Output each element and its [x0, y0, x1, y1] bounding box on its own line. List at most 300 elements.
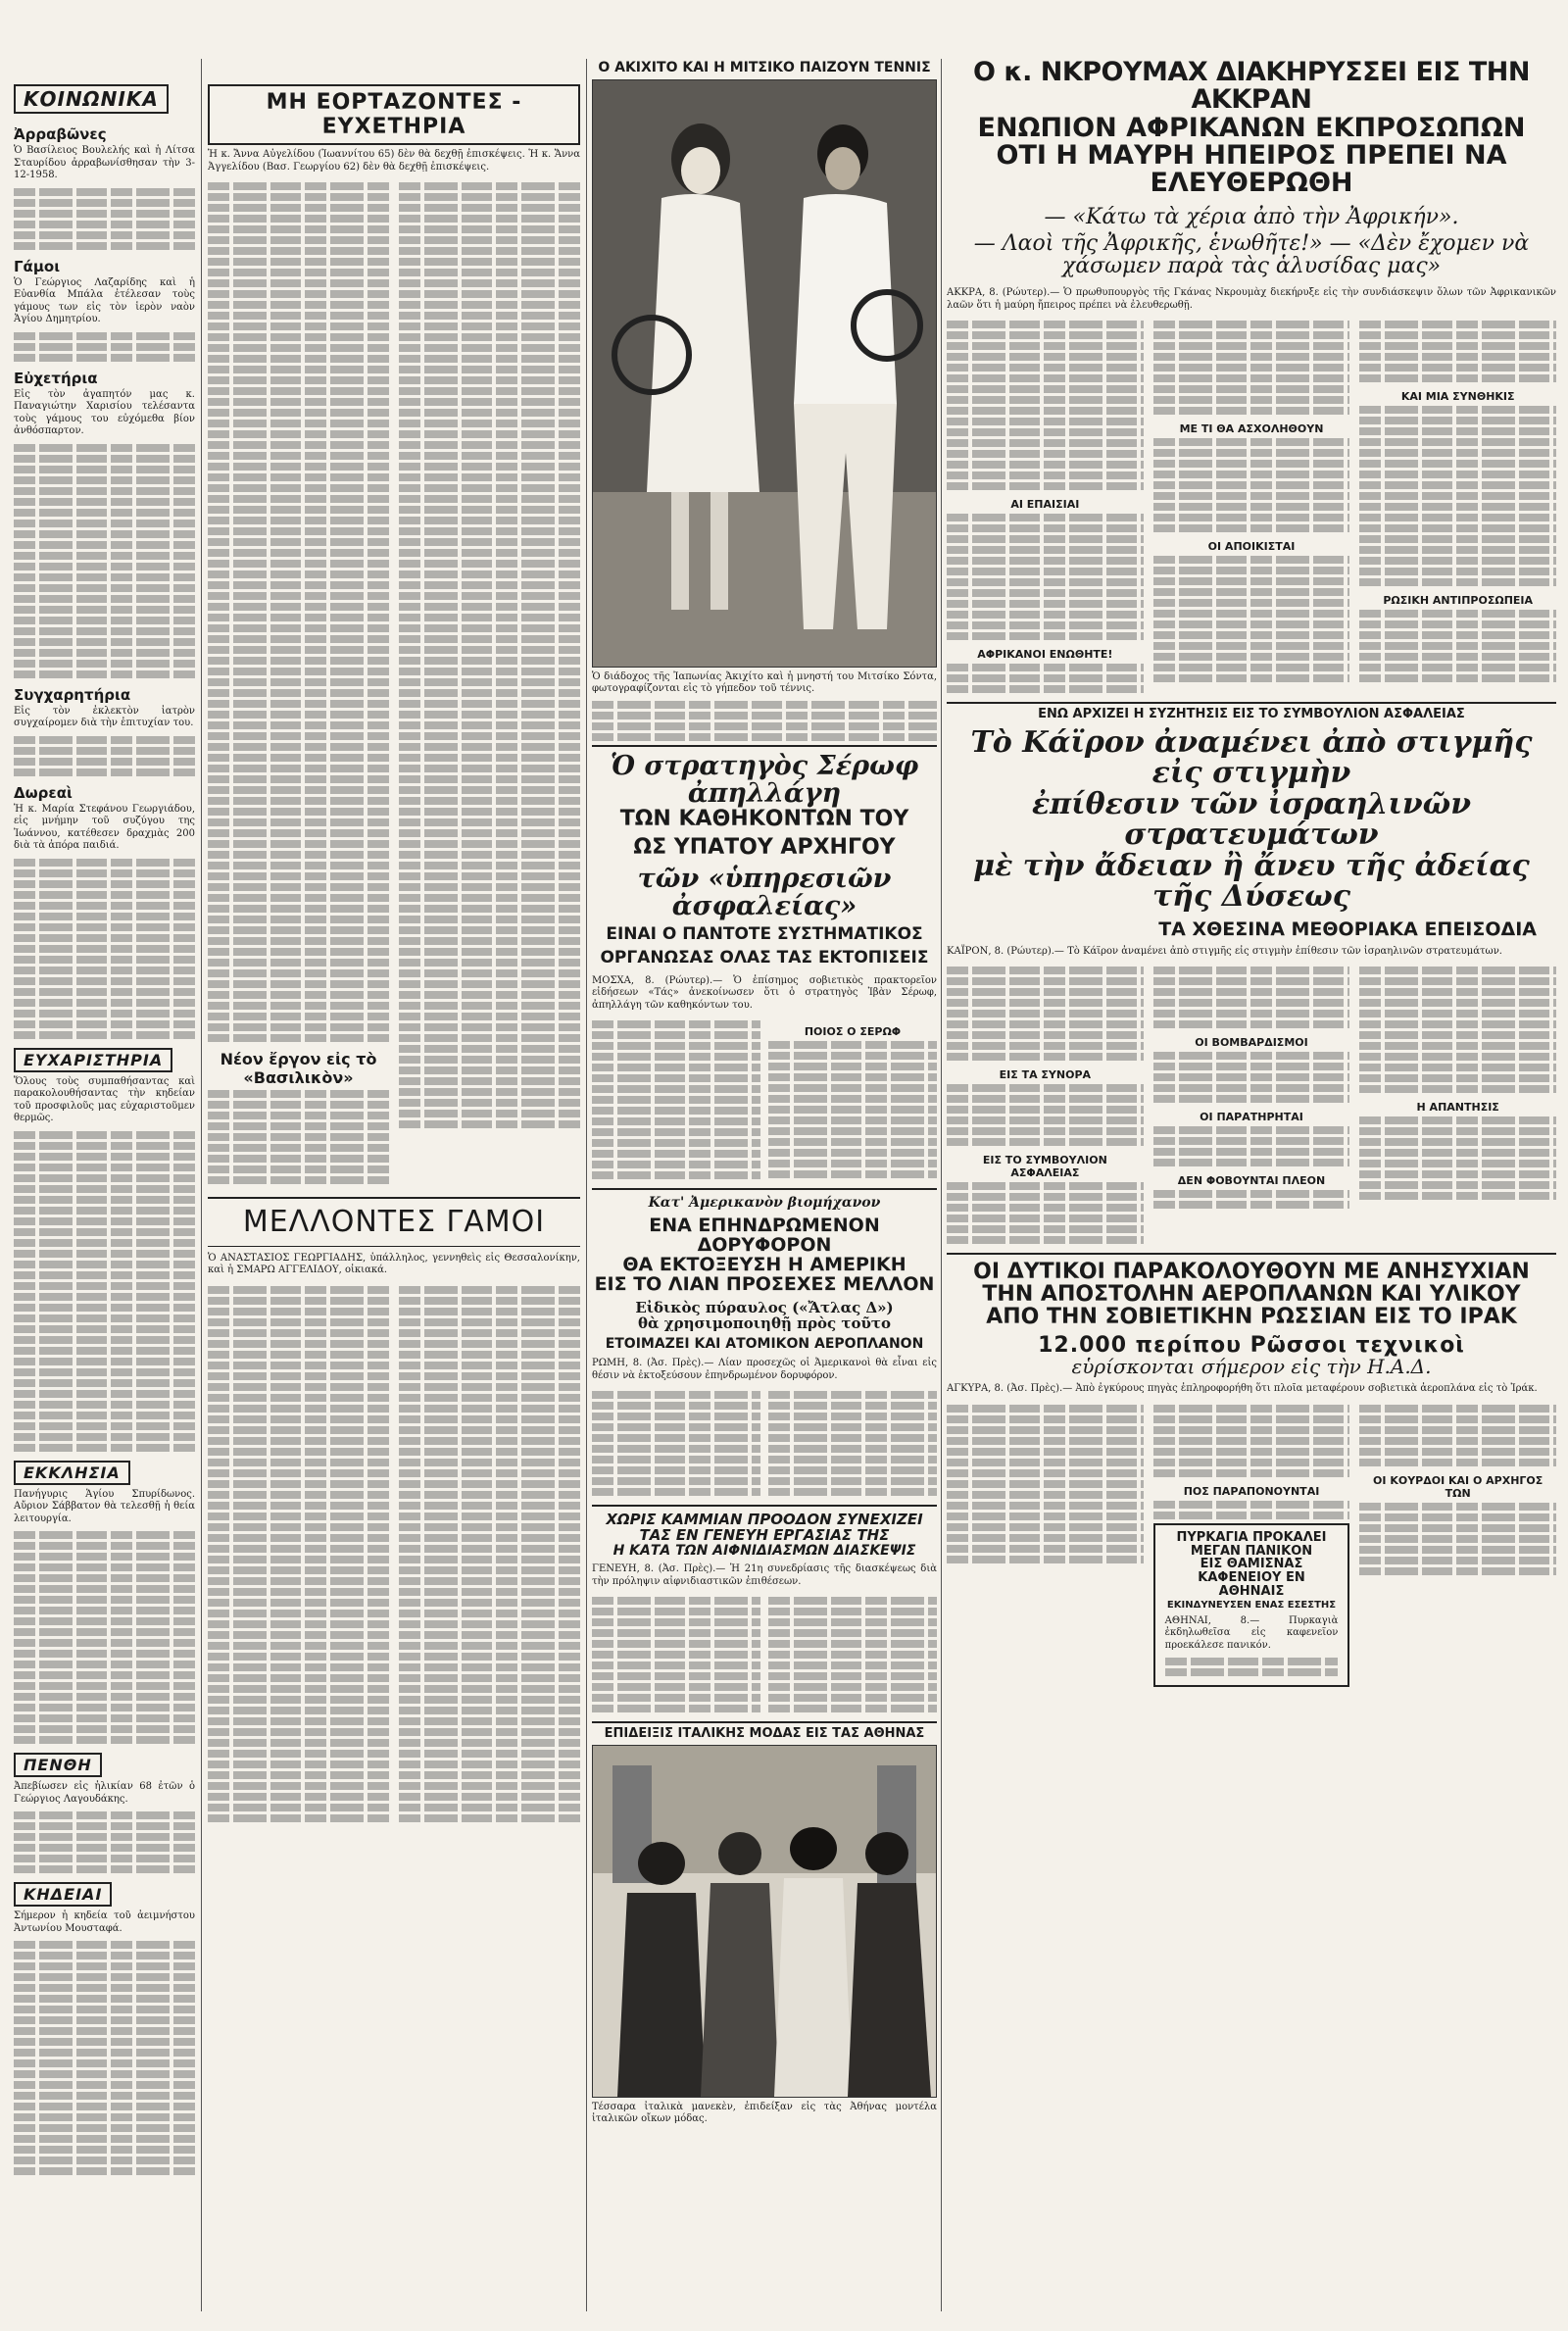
- text-line-filler: [208, 495, 389, 503]
- text-line-filler: [208, 1610, 389, 1617]
- text-line-filler: [399, 829, 580, 837]
- text-line-filler: [399, 225, 580, 233]
- text-line-filler: [1359, 664, 1556, 671]
- text-line-filler: [399, 182, 580, 190]
- text-line-filler: [1153, 556, 1350, 564]
- text-line-filler: [208, 258, 389, 266]
- text-line-filler: [14, 584, 195, 592]
- text-line-filler: [1359, 524, 1556, 532]
- text-line-filler: [592, 1085, 760, 1093]
- text-line-filler: [1359, 1042, 1556, 1050]
- text-line-filler: [14, 859, 195, 867]
- text-line-filler: [399, 1002, 580, 1010]
- nkrumah-sub-1: ΜΕ ΤΙ ΘΑ ΑΣΧΟΛΗΘΟΥΝ: [1179, 422, 1324, 435]
- text-line-filler: [1359, 449, 1556, 457]
- tennis-photo-caption: Ὁ διάδοχος τῆς Ἰαπωνίας Ἀκιχίτο καὶ ἡ μνηστή του Μιτσίκο Σόντα, φωτογραφίζονται εἰς τὸ γήπεδον τοῦ τέννις.: [592, 670, 937, 694]
- text-line-filler: [1153, 1512, 1350, 1519]
- text-line-filler: [399, 193, 580, 201]
- text-line-filler: [399, 980, 580, 988]
- text-line-filler: [399, 991, 580, 999]
- nkrumah-sub-5: ΚΑΙ ΜΙΑ ΣΥΝΘΗΚΙΣ: [1400, 390, 1515, 403]
- fire-text: ΑΘΗΝΑΙ, 8.— Πυρκαγιὰ ἐκδηλωθεῖσα εἰς καφενεῖον προεκάλεσε πανικόν.: [1164, 1614, 1339, 1651]
- text-line-filler: [1153, 999, 1350, 1007]
- text-line-filler: [1153, 1469, 1350, 1477]
- text-line-filler: [768, 1629, 937, 1637]
- text-line-filler: [1153, 342, 1350, 350]
- text-line-filler: [14, 354, 195, 362]
- text-line-filler: [947, 1469, 1144, 1477]
- text-line-filler: [208, 312, 389, 320]
- text-line-filler: [947, 999, 1144, 1007]
- text-line-filler: [208, 484, 389, 492]
- text-line-filler: [592, 1423, 760, 1431]
- text-line-filler: [14, 1031, 195, 1039]
- text-line-filler: [14, 210, 195, 218]
- text-line-filler: [208, 1717, 389, 1725]
- text-line-filler: [399, 420, 580, 427]
- text-line-filler: [1153, 631, 1350, 639]
- iraq-headline-4: 12.000 περίπου Ρῶσσοι τεχνικοὶ: [1038, 1333, 1465, 1359]
- text-line-filler: [1153, 1415, 1350, 1423]
- text-line-filler: [768, 1608, 937, 1615]
- text-line-filler: [1359, 1085, 1556, 1093]
- text-line-filler: [14, 1358, 195, 1365]
- text-line-filler: [208, 527, 389, 535]
- nkrumah-headline-5: — Λαοὶ τῆς Ἀφρικῆς, ἑνωθῆτε!» — «Δὲν ἔχομεν νὰ χάσωμεν παρὰ τὰς ἁλυσίδας μας»: [973, 230, 1530, 278]
- text-line-filler: [947, 621, 1144, 629]
- text-line-filler: [14, 231, 195, 239]
- nkrumah-sub-4: ΑΦΡΙΚΑΝΟΙ ΕΝΩΘΗΤΕ!: [977, 648, 1113, 661]
- text-line-filler: [1359, 631, 1556, 639]
- text-line-filler: [1359, 481, 1556, 489]
- cairo-kicker: ΕΝΩ ΑΡΧΙΖΕΙ Η ΣΥΖΗΤΗΣΙΣ ΕΙΣ ΤΟ ΣΥΜΒΟΥΛΙΟΝ ΑΣΦΑΛΕΙΑΣ: [1038, 707, 1465, 721]
- text-line-filler: [1359, 1181, 1556, 1189]
- text-line-filler: [208, 1318, 389, 1326]
- text-line-filler: [208, 1112, 389, 1119]
- iraq-headline-5: εὑρίσκονται σήμερον εἰς τὴν Η.Α.Δ.: [1071, 1355, 1432, 1379]
- text-line-filler: [592, 1466, 760, 1474]
- text-line-filler: [14, 1553, 195, 1561]
- text-line-filler: [1359, 999, 1556, 1007]
- text-line-filler: [14, 934, 195, 942]
- church-text: Πανήγυρις Ἁγίου Σπυρίδωνος. Αὔριον Σάββατον θὰ τελεσθῇ ἡ θεία λειτουργία.: [14, 1488, 195, 1524]
- text-line-filler: [399, 668, 580, 675]
- text-line-filler: [399, 333, 580, 341]
- text-line-filler: [14, 1336, 195, 1344]
- text-line-filler: [14, 188, 195, 196]
- text-line-filler: [399, 916, 580, 923]
- text-line-filler: [14, 1984, 195, 1992]
- text-line-filler: [399, 1502, 580, 1510]
- text-line-filler: [14, 476, 195, 484]
- text-line-filler: [14, 1811, 195, 1819]
- nkrumah-headline-1: Ο κ. ΝΚΡΟΥΜΑΧ ΔΙΑΚΗΡΥΣΣΕΙ ΕΙΣ ΤΗΝ ΑΚΚΡΑΝ: [973, 59, 1530, 116]
- text-line-filler: [1153, 977, 1350, 985]
- text-line-filler: [592, 1694, 760, 1702]
- text-line-filler: [1153, 1052, 1350, 1060]
- text-line-filler: [14, 1671, 195, 1679]
- text-line-filler: [399, 398, 580, 406]
- text-line-filler: [1153, 1159, 1350, 1166]
- text-line-filler: [208, 1448, 389, 1456]
- weddings-text: Ὁ Γεώργιος Λαζαρίδης καὶ ἡ Εὐανθία Μπάλα ἐτέλεσαν τοὺς γάμους των εἰς τὸν ἱερὸν ναὸν Ἁγίου Δημητρίου.: [14, 276, 195, 324]
- text-line-filler: [947, 1459, 1144, 1466]
- text-line-filler: [768, 1672, 937, 1680]
- text-line-filler: [399, 441, 580, 449]
- text-line-filler: [208, 765, 389, 772]
- text-line-filler: [14, 902, 195, 910]
- text-line-filler: [208, 786, 389, 794]
- text-line-filler: [947, 611, 1144, 619]
- text-line-filler: [208, 614, 389, 621]
- funerals-text: Σήμερον ἡ κηδεία τοῦ ἀειμνήστου Ἀντωνίου Μουσταφά.: [14, 1910, 195, 1934]
- text-line-filler: [208, 1674, 389, 1682]
- cairo-sub-7: ΟΙ ΒΟΜΒΑΡΔΙΣΜΟΙ: [1195, 1036, 1308, 1050]
- satellite-headline-2: ΘΑ ΕΚΤΟΞΕΥΣΗ Η ΑΜΕΡΙΚΗ: [622, 1254, 906, 1275]
- text-line-filler: [399, 452, 580, 460]
- text-line-filler: [1153, 1137, 1350, 1145]
- text-line-filler: [1359, 568, 1556, 575]
- text-line-filler: [768, 1052, 937, 1060]
- text-line-filler: [1359, 1138, 1556, 1146]
- text-line-filler: [947, 428, 1144, 436]
- text-line-filler: [208, 538, 389, 546]
- future-weddings-text: Ὁ ΑΝΑΣΤΑΣΙΟΣ ΓΕΩΡΓΙΑΔΗΣ, ὑπάλληλος, γεννηθεὶς εἰς Θεσσαλονίκην, καὶ ἡ ΣΜΑΡΩ ΑΓΓΕΛΙΔΟΥ, οἰκιακά.: [208, 1252, 580, 1275]
- text-line-filler: [208, 1297, 389, 1305]
- text-line-filler: [592, 1096, 760, 1104]
- text-line-filler: [399, 872, 580, 880]
- text-line-filler: [208, 1577, 389, 1585]
- text-line-filler: [208, 721, 389, 729]
- text-line-filler: [592, 1456, 760, 1463]
- text-line-filler: [208, 409, 389, 417]
- text-line-filler: [14, 1196, 195, 1204]
- text-line-filler: [947, 321, 1144, 328]
- iraq-sub-14: ΟΙ ΚΟΥΡΔΟΙ ΚΑΙ Ο ΑΡΧΗΓΟΣ ΤΩΝ: [1373, 1473, 1544, 1500]
- text-line-filler: [208, 1556, 389, 1563]
- text-line-filler: [208, 430, 389, 438]
- text-line-filler: [947, 1523, 1144, 1531]
- text-line-filler: [208, 1642, 389, 1650]
- text-line-filler: [208, 1437, 389, 1445]
- text-line-filler: [14, 1661, 195, 1668]
- nkrumah-sub-2: ΑΙ ΕΠΑΙΣΙΑΙ: [1010, 498, 1080, 511]
- text-line-filler: [14, 455, 195, 463]
- text-line-filler: [14, 880, 195, 888]
- text-line-filler: [14, 1542, 195, 1550]
- text-line-filler: [947, 1204, 1144, 1212]
- text-line-filler: [14, 1693, 195, 1701]
- fire-headline-4: ΚΑΦΕΝΕΙΟΥ ΕΝ ΑΘΗΝΑΙΣ: [1198, 1569, 1305, 1599]
- donations-text: Ἡ κ. Μαρία Στεφάνου Γεωργιάδου, εἰς μνήμην τοῦ συζύγου της Ἰωάννου, κατέθεσεν δραχμὰς 200 διὰ τὰ ἀπόρα παιδιά.: [14, 803, 195, 851]
- text-line-filler: [399, 1793, 580, 1801]
- text-line-filler: [768, 1116, 937, 1124]
- text-line-filler: [208, 1329, 389, 1337]
- text-line-filler: [208, 840, 389, 848]
- text-line-filler: [208, 657, 389, 665]
- text-line-filler: [14, 1704, 195, 1711]
- text-line-filler: [208, 905, 389, 913]
- text-line-filler: [14, 1714, 195, 1722]
- center-column: [592, 59, 937, 2313]
- text-line-filler: [208, 1566, 389, 1574]
- text-line-filler: [208, 959, 389, 967]
- text-line-filler: [1153, 1020, 1350, 1028]
- text-line-filler: [768, 1402, 937, 1410]
- text-line-filler: [399, 700, 580, 708]
- text-line-filler: [1359, 492, 1556, 500]
- text-line-filler: [208, 247, 389, 255]
- text-line-filler: [208, 1696, 389, 1704]
- text-line-filler: [399, 1523, 580, 1531]
- text-line-filler: [399, 1308, 580, 1315]
- text-line-filler: [1359, 1160, 1556, 1167]
- text-line-filler: [14, 1010, 195, 1017]
- text-line-filler: [14, 1844, 195, 1852]
- text-line-filler: [399, 549, 580, 557]
- text-line-filler: [208, 1101, 389, 1109]
- social-column: [14, 78, 195, 2313]
- iraq-text: ΑΓΚΥΡΑ, 8. (Ἀσ. Πρὲς).— Ἀπὸ ἐγκύρους πηγὰς ἐπληροφορήθη ὅτι πλοῖα μεταφέρουν σοβιετικὰ ἀεροπλάνα εἰς τὸ Ἰράκ.: [947, 1383, 1538, 1395]
- text-line-filler: [399, 969, 580, 977]
- text-line-filler: [399, 322, 580, 330]
- text-line-filler: [14, 1822, 195, 1830]
- text-line-filler: [399, 1782, 580, 1790]
- text-line-filler: [1359, 438, 1556, 446]
- text-line-filler: [208, 894, 389, 902]
- text-line-filler: [947, 1053, 1144, 1061]
- text-line-filler: [947, 977, 1144, 985]
- text-line-filler: [1359, 1535, 1556, 1543]
- text-line-filler: [947, 600, 1144, 608]
- text-line-filler: [1359, 331, 1556, 339]
- text-line-filler: [947, 1042, 1144, 1050]
- text-line-filler: [592, 1651, 760, 1659]
- mourning-heading: ΠΕΝΘΗ: [14, 1753, 102, 1777]
- text-line-filler: [14, 541, 195, 549]
- text-line-filler: [14, 343, 195, 351]
- text-line-filler: [947, 988, 1144, 996]
- text-line-filler: [14, 520, 195, 527]
- text-line-filler: [768, 1597, 937, 1605]
- text-line-filler: [947, 364, 1144, 372]
- text-line-filler: [399, 1351, 580, 1359]
- text-line-filler: [399, 581, 580, 589]
- text-line-filler: [399, 1556, 580, 1563]
- text-line-filler: [14, 1617, 195, 1625]
- text-line-filler: [1359, 1437, 1556, 1445]
- text-line-filler: [14, 1261, 195, 1268]
- satellite-headline-3: ΕΙΣ ΤΟ ΛΙΑΝ ΠΡΟΣΕΧΕΣ ΜΕΛΛΟΝ: [594, 1272, 935, 1295]
- text-line-filler: [399, 1329, 580, 1337]
- text-line-filler: [208, 549, 389, 557]
- text-line-filler: [208, 1804, 389, 1811]
- text-line-filler: [14, 1639, 195, 1647]
- text-line-filler: [399, 1448, 580, 1456]
- text-line-filler: [1359, 1116, 1556, 1124]
- text-line-filler: [14, 988, 195, 996]
- text-line-filler: [399, 1120, 580, 1128]
- text-line-filler: [208, 398, 389, 406]
- text-line-filler: [947, 568, 1144, 575]
- text-line-filler: [208, 1728, 389, 1736]
- text-line-filler: [208, 581, 389, 589]
- text-line-filler: [14, 1973, 195, 1981]
- text-line-filler: [592, 1020, 760, 1028]
- text-line-filler: [208, 1340, 389, 1348]
- text-line-filler: [14, 627, 195, 635]
- text-line-filler: [947, 1448, 1144, 1456]
- text-line-filler: [1359, 406, 1556, 414]
- text-line-filler: [1153, 1437, 1350, 1445]
- fire-headline-5: ΕΚΙΝΔΥΝΕΥΣΕΝ ΕΝΑΣ ΕΣΕΣΤΗΣ: [1166, 1600, 1337, 1612]
- text-line-filler: [1359, 460, 1556, 468]
- text-line-filler: [14, 563, 195, 570]
- text-line-filler: [208, 1023, 389, 1031]
- text-line-filler: [208, 376, 389, 384]
- text-line-filler: [399, 1513, 580, 1520]
- text-line-filler: [768, 1651, 937, 1659]
- text-line-filler: [208, 862, 389, 869]
- fashion-photo: [592, 1745, 937, 2098]
- text-line-filler: [947, 385, 1144, 393]
- tennis-photo: [592, 79, 937, 668]
- text-line-filler: [1153, 1501, 1350, 1509]
- text-line-filler: [399, 527, 580, 535]
- text-line-filler: [399, 711, 580, 719]
- text-line-filler: [208, 603, 389, 611]
- text-line-filler: [399, 689, 580, 697]
- text-line-filler: [208, 754, 389, 762]
- text-line-filler: [399, 721, 580, 729]
- text-line-filler: [947, 471, 1144, 479]
- text-line-filler: [14, 595, 195, 603]
- text-line-filler: [947, 546, 1144, 554]
- text-line-filler: [208, 1750, 389, 1758]
- text-line-filler: [399, 1674, 580, 1682]
- text-line-filler: [399, 1297, 580, 1305]
- text-line-filler: [399, 506, 580, 514]
- text-line-filler: [208, 215, 389, 223]
- text-line-filler: [399, 1110, 580, 1117]
- text-line-filler: [208, 290, 389, 298]
- koinonika-heading: ΚΟΙΝΩΝΙΚΑ: [14, 84, 169, 114]
- text-line-filler: [14, 923, 195, 931]
- text-line-filler: [1359, 417, 1556, 424]
- text-line-filler: [768, 1391, 937, 1399]
- holidays-column: [208, 78, 580, 2313]
- text-line-filler: [208, 1034, 389, 1042]
- text-line-filler: [399, 1534, 580, 1542]
- text-line-filler: [14, 1855, 195, 1862]
- text-line-filler: [399, 204, 580, 212]
- text-line-filler: [208, 872, 389, 880]
- text-line-filler: [768, 1445, 937, 1453]
- text-line-filler: [1153, 567, 1350, 574]
- text-line-filler: [1359, 364, 1556, 372]
- text-line-filler: [399, 387, 580, 395]
- text-line-filler: [1153, 620, 1350, 628]
- text-line-filler: [14, 1596, 195, 1604]
- text-line-filler: [14, 1347, 195, 1355]
- text-line-filler: [947, 1534, 1144, 1542]
- text-line-filler: [14, 1412, 195, 1419]
- text-line-filler: [14, 2006, 195, 2013]
- text-line-filler: [14, 2135, 195, 2143]
- text-line-filler: [399, 269, 580, 276]
- text-line-filler: [947, 1010, 1144, 1017]
- text-line-filler: [399, 1588, 580, 1596]
- text-line-filler: [208, 711, 389, 719]
- text-line-filler: [399, 355, 580, 363]
- fire-headline-2: ΜΕΓΑΝ ΠΑΝΙΚΟΝ: [1190, 1543, 1313, 1559]
- text-line-filler: [14, 606, 195, 614]
- text-line-filler: [399, 1804, 580, 1811]
- text-line-filler: [208, 333, 389, 341]
- text-line-filler: [1153, 1405, 1350, 1413]
- text-line-filler: [14, 670, 195, 678]
- text-line-filler: [947, 514, 1144, 521]
- text-line-filler: [208, 387, 389, 395]
- text-line-filler: [592, 701, 937, 709]
- text-line-filler: [14, 638, 195, 646]
- text-line-filler: [1153, 1084, 1350, 1092]
- text-line-filler: [1153, 1126, 1350, 1134]
- text-line-filler: [947, 632, 1144, 640]
- text-line-filler: [208, 1351, 389, 1359]
- text-line-filler: [399, 775, 580, 783]
- text-line-filler: [399, 1545, 580, 1553]
- text-line-filler: [399, 484, 580, 492]
- column-rule: [201, 59, 202, 2311]
- text-line-filler: [399, 1566, 580, 1574]
- text-line-filler: [1153, 642, 1350, 650]
- text-line-filler: [399, 1023, 580, 1031]
- text-line-filler: [947, 482, 1144, 490]
- text-line-filler: [592, 1128, 760, 1136]
- text-line-filler: [399, 1717, 580, 1725]
- text-line-filler: [1359, 1149, 1556, 1157]
- text-line-filler: [399, 1383, 580, 1391]
- text-line-filler: [14, 2157, 195, 2164]
- text-line-filler: [14, 1174, 195, 1182]
- text-line-filler: [399, 894, 580, 902]
- cairo-sub-9: ΕΙΣ ΤΟ ΣΥΜΒΟΥΛΙΟΝ ΑΣΦΑΛΕΙΑΣ: [982, 1154, 1107, 1180]
- wishes-heading: Εὐχετήρια: [14, 369, 98, 387]
- foreign-news-column: [947, 59, 1556, 2313]
- text-line-filler: [1359, 967, 1556, 974]
- text-line-filler: [947, 1095, 1144, 1103]
- text-line-filler: [14, 199, 195, 207]
- text-line-filler: [1153, 1201, 1350, 1209]
- text-line-filler: [208, 775, 389, 783]
- text-line-filler: [399, 236, 580, 244]
- text-line-filler: [1153, 1148, 1350, 1156]
- text-line-filler: [208, 204, 389, 212]
- text-line-filler: [14, 1585, 195, 1593]
- text-line-filler: [399, 603, 580, 611]
- text-line-filler: [1359, 1031, 1556, 1039]
- text-line-filler: [14, 1250, 195, 1258]
- text-line-filler: [399, 1577, 580, 1585]
- church-heading: ΕΚΚΛΗΣΙΑ: [14, 1461, 130, 1485]
- text-line-filler: [947, 535, 1144, 543]
- text-line-filler: [208, 829, 389, 837]
- tennis-photo-title: Ο ΑΚΙΧΙΤΟ ΚΑΙ Η ΜΙΤΣΙΚΟ ΠΑΙΖΟΥΝ ΤΕΝΝΙΣ: [598, 60, 931, 75]
- text-line-filler: [14, 2027, 195, 2035]
- text-line-filler: [399, 409, 580, 417]
- cairo-headline-2: ἐπίθεσιν τῶν ἰσραηλινῶν στρατευμάτων: [1031, 786, 1472, 853]
